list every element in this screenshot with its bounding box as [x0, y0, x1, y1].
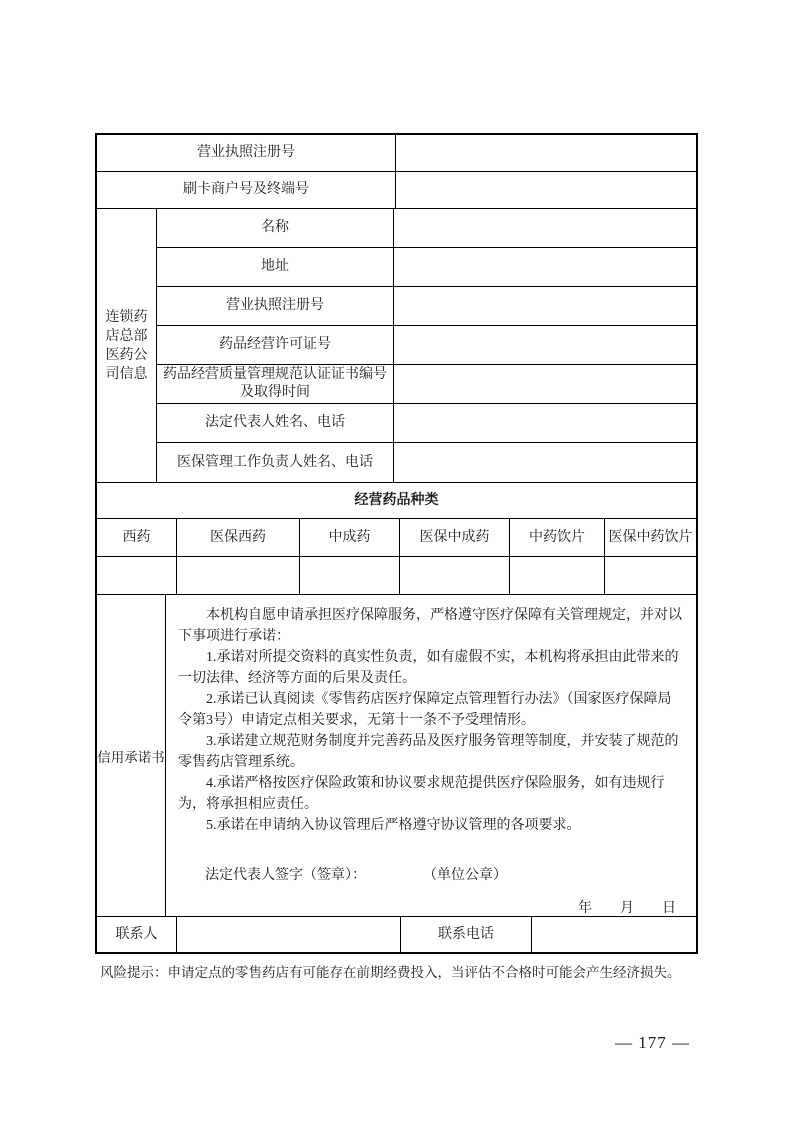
business-license-reg-no-value-cell [396, 135, 696, 171]
row-company-address [157, 248, 696, 287]
row-drug-operation-license [157, 326, 696, 365]
legal-representative-label: 法定代表人姓名、电话 [157, 404, 394, 442]
contact-person-value-cell [177, 917, 401, 952]
commitment-item-4: 4.承诺严格按医疗保险政策和协议要求规范提供医疗保险服务，如有违规行为，将承担相应责任。 [178, 776, 665, 812]
company-business-license-value-cell [394, 287, 696, 325]
commitment-intro: 本机构自愿申请承担医疗保障服务，严格遵守医疗保障有关管理规定，并对以下事项进行承诺： [178, 608, 682, 644]
company-business-license-label: 营业执照注册号 [157, 287, 394, 325]
category-insured-chinese-patent-medicine: 医保中成药 [400, 519, 510, 556]
drug-operation-license-value-cell [394, 326, 696, 364]
page-number: — 177 — [615, 1033, 690, 1052]
commitment-item-2: 2.承诺已认真阅读《零售药店医疗保障定点管理暂行办法》（国家医疗保障局令第3号）申请定点相关要求，无第十一条不予受理情形。 [178, 692, 672, 728]
company-info-section-header-cell [97, 209, 157, 482]
commitment-item-5: 5.承诺在申请纳入协议管理后严格遵守协议管理的各项要求。 [206, 818, 581, 833]
section-credit-commitment [97, 595, 696, 917]
drug-categories-header: 经营药品种类 [354, 492, 439, 508]
credit-commitment-content-cell [166, 595, 696, 916]
date-line: 年 月 日 [578, 901, 676, 916]
card-merchant-terminal-no-label: 刷卡商户号及终端号 [97, 172, 396, 208]
row-company-name [157, 209, 696, 248]
application-form-table [95, 133, 698, 954]
company-name-label: 名称 [157, 209, 394, 247]
drug-operation-license-label: 药品经营许可证号 [157, 326, 394, 364]
contact-person-label: 联系人 [97, 917, 177, 952]
credit-commitment-header: 信用承诺书 [97, 595, 166, 916]
section-company-info [97, 209, 696, 483]
category-insured-chinese-herbal-pieces: 医保中药饮片 [608, 529, 693, 545]
category-chinese-herbal-pieces-value-cell [510, 557, 605, 594]
credit-commitment-body [166, 595, 696, 923]
row-card-merchant-terminal-no [97, 172, 696, 209]
unit-seal-label: （单位公章） [423, 868, 507, 883]
category-chinese-patent-medicine-value-cell [300, 557, 400, 594]
company-address-label: 地址 [157, 248, 394, 286]
row-contact [97, 917, 696, 952]
row-insurance-manager [157, 443, 696, 482]
company-address-value-cell [394, 248, 696, 286]
signature-line [205, 865, 684, 886]
category-insured-chinese-patent-medicine-value-cell [400, 557, 510, 594]
company-info-section-header: 连锁药店总部医药公司信息 [105, 309, 148, 382]
gsp-certificate-value-cell [394, 365, 696, 403]
category-insured-chinese-herbal-pieces-value-cell [605, 557, 696, 594]
drug-categories-label-row [97, 519, 696, 557]
card-merchant-terminal-no-value-cell [396, 172, 696, 208]
legal-rep-signature-label: 法定代表人签字（签章）： [205, 868, 366, 883]
commitment-item-3: 3.承诺建立规范财务制度并完善药品及医疗服务管理等制度，并安装了规范的零售药店管理系统。 [178, 734, 679, 770]
category-insured-western-medicine-value-cell [177, 557, 300, 594]
legal-representative-value-cell [394, 404, 696, 442]
category-chinese-herbal-pieces: 中药饮片 [510, 519, 605, 556]
risk-note: 风险提示：申请定点的零售药店有可能存在前期经费投入，当评估不合格时可能会产生经济损失。 [100, 965, 681, 980]
contact-phone-label: 联系电话 [401, 917, 532, 952]
drug-categories-value-row [97, 557, 696, 595]
company-name-value-cell [394, 209, 696, 247]
category-insured-western-medicine: 医保西药 [177, 519, 300, 556]
row-gsp-certificate [157, 365, 696, 404]
commitment-item-1: 1.承诺对所提交资料的真实性负责，如有虚假不实，本机构将承担由此带来的一切法律、经济等方面的后果及责任。 [178, 650, 679, 686]
contact-phone-value-cell [532, 917, 696, 952]
insurance-manager-value-cell [394, 443, 696, 482]
gsp-certificate-label: 药品经营质量管理规范认证证书编号及取得时间 [157, 365, 394, 403]
row-business-license-reg-no [97, 135, 696, 172]
category-western-medicine: 西药 [97, 519, 177, 556]
insurance-manager-label: 医保管理工作负责人姓名、电话 [157, 443, 394, 482]
category-western-medicine-value-cell [97, 557, 177, 594]
business-license-reg-no-label: 营业执照注册号 [97, 135, 396, 171]
row-company-business-license [157, 287, 696, 326]
company-info-rows [157, 209, 696, 482]
drug-categories-header-row [97, 482, 696, 519]
row-legal-representative [157, 404, 696, 443]
category-chinese-patent-medicine: 中成药 [300, 519, 400, 556]
